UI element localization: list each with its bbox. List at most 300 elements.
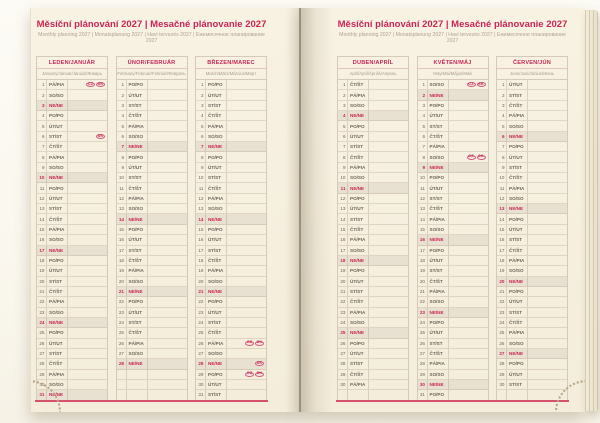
notes-cell: [148, 225, 187, 234]
day-row: [117, 246, 187, 256]
month-table-cerven: [496, 56, 568, 401]
notes-cell: [227, 214, 266, 223]
notes-cell: [68, 225, 107, 234]
notes-cell: [369, 204, 408, 213]
day-abbrev: SO/SO: [47, 380, 68, 389]
notes-cell: [528, 214, 567, 223]
day-row: [117, 235, 187, 245]
notes-cell: [68, 339, 107, 348]
day-number: 8: [196, 152, 206, 161]
day-abbrev: ČT/ŠT: [507, 101, 528, 110]
day-number: 19: [497, 266, 507, 275]
day-row: [37, 246, 107, 256]
day-abbrev: ÚT/UT: [428, 256, 449, 265]
notes-cell: [369, 132, 408, 141]
notes-cell: [227, 152, 266, 161]
day-number: 2: [37, 90, 47, 99]
day-number: 27: [418, 349, 428, 358]
day-row: [497, 142, 567, 152]
day-abbrev: PÁ/PIA: [348, 163, 369, 172]
day-row: [117, 194, 187, 204]
month-name: ČERVEN/JÚN: [497, 57, 567, 69]
day-row: [117, 266, 187, 276]
day-number: 15: [37, 225, 47, 234]
notes-cell: [528, 297, 567, 306]
day-row: [418, 142, 488, 152]
day-number: 19: [117, 266, 127, 275]
day-row: [418, 90, 488, 100]
day-abbrev: ÚT/UT: [127, 90, 148, 99]
day-abbrev: ST/ST: [206, 390, 227, 399]
holiday-badge-sk: SK: [256, 340, 263, 345]
day-number: 29: [418, 370, 428, 379]
day-row: [37, 297, 107, 307]
day-abbrev: ČT/ŠT: [348, 80, 369, 89]
day-abbrev: ČT/ŠT: [206, 111, 227, 120]
day-row: [196, 163, 266, 173]
day-abbrev: PO/PO: [47, 111, 68, 120]
day-row: [497, 214, 567, 224]
day-abbrev: PO/PO: [127, 80, 148, 89]
month-rows: [497, 80, 567, 401]
day-abbrev: PO/PO: [348, 339, 369, 348]
notes-cell: [148, 266, 187, 275]
day-abbrev: PÁ/PIA: [507, 328, 528, 337]
day-abbrev: PÁ/PIA: [206, 194, 227, 203]
day-number: 13: [196, 204, 206, 213]
notes-cell: [528, 194, 567, 203]
day-row: [196, 277, 266, 287]
notes-cell: [449, 163, 488, 172]
day-row: [117, 308, 187, 318]
day-row: [418, 163, 488, 173]
day-row: [196, 287, 266, 297]
day-number: 20: [117, 277, 127, 286]
day-row: [338, 235, 408, 245]
day-number: 11: [338, 183, 348, 192]
day-number: 10: [196, 173, 206, 182]
day-abbrev: PÁ/PIA: [507, 183, 528, 192]
day-abbrev: NE/NE: [206, 214, 227, 223]
notes-cell: [148, 390, 187, 399]
holiday-badge-cz: CZ: [87, 81, 94, 86]
day-abbrev: ÚT/UT: [127, 163, 148, 172]
day-number: [497, 390, 507, 399]
day-number: 14: [497, 214, 507, 223]
month-translations: March/März/Március/Март: [196, 69, 266, 80]
day-abbrev: ÚT/UT: [348, 349, 369, 358]
day-number: 6: [196, 132, 206, 141]
day-number: 20: [196, 277, 206, 286]
day-abbrev: ČT/ŠT: [428, 132, 449, 141]
day-abbrev: PÁ/PIA: [348, 308, 369, 317]
day-number: [117, 370, 127, 379]
day-row: [196, 266, 266, 276]
day-number: 15: [117, 225, 127, 234]
day-row: [196, 318, 266, 328]
day-row: [497, 121, 567, 131]
notes-cell: [528, 225, 567, 234]
month-rows: [117, 80, 187, 401]
day-number: 9: [338, 163, 348, 172]
day-abbrev: NE/NE: [206, 359, 227, 368]
day-abbrev: ÚT/UT: [507, 80, 528, 89]
day-abbrev: SO/SO: [507, 121, 528, 130]
day-row: [37, 339, 107, 349]
notes-cell: [369, 287, 408, 296]
notes-cell: [68, 390, 107, 399]
notes-cell: [449, 111, 488, 120]
day-row: [37, 173, 107, 183]
notes-cell: [68, 142, 107, 151]
day-abbrev: NE/NE: [206, 287, 227, 296]
day-number: 16: [196, 235, 206, 244]
notes-cell: [449, 142, 488, 151]
day-row: [418, 80, 488, 90]
notes-cell: [68, 246, 107, 255]
day-row: [497, 256, 567, 266]
day-number: 28: [117, 359, 127, 368]
day-abbrev: ÚT/UT: [127, 235, 148, 244]
notes-cell: [369, 194, 408, 203]
day-row: [418, 359, 488, 369]
bottom-rule: [35, 400, 268, 402]
notes-cell: [148, 308, 187, 317]
day-number: 7: [497, 142, 507, 151]
page-title: Měsíční plánování 2027 | Mesačné plánovanie 2027: [36, 19, 267, 30]
day-abbrev: SO/SO: [348, 173, 369, 182]
day-number: 5: [338, 121, 348, 130]
day-abbrev: PO/PO: [47, 328, 68, 337]
day-row: [37, 349, 107, 359]
page-edge-stack: [585, 10, 598, 411]
day-row: [37, 235, 107, 245]
day-abbrev: NE/NE: [428, 163, 449, 172]
notes-cell: [68, 297, 107, 306]
day-number: 2: [117, 90, 127, 99]
day-number: 24: [497, 318, 507, 327]
day-number: 6: [418, 132, 428, 141]
day-row: [117, 163, 187, 173]
day-row: [37, 287, 107, 297]
day-row: [338, 183, 408, 193]
day-abbrev: PO/PO: [206, 370, 227, 379]
day-row: [418, 318, 488, 328]
day-row: [196, 152, 266, 162]
day-row: [497, 318, 567, 328]
day-number: 21: [497, 287, 507, 296]
day-number: 18: [418, 256, 428, 265]
day-row: [196, 359, 266, 369]
day-number: 17: [418, 246, 428, 255]
notes-cell: [68, 277, 107, 286]
day-abbrev: [348, 390, 369, 399]
day-abbrev: ST/ST: [507, 380, 528, 389]
notes-cell: [449, 235, 488, 244]
day-row: [497, 308, 567, 318]
day-number: 28: [37, 359, 47, 368]
day-number: 23: [196, 308, 206, 317]
notes-cell: [369, 225, 408, 234]
notes-cell: [148, 359, 187, 368]
notes-cell: [68, 349, 107, 358]
notes-cell: [227, 183, 266, 192]
day-row: [338, 204, 408, 214]
day-number: 8: [418, 152, 428, 161]
day-row: [338, 370, 408, 380]
day-row: [338, 132, 408, 142]
day-abbrev: ST/ST: [127, 101, 148, 110]
day-abbrev: PO/PO: [127, 152, 148, 161]
spine-gutter-line: [299, 8, 301, 412]
day-number: 4: [196, 111, 206, 120]
day-row: [196, 194, 266, 204]
left-months: [36, 56, 267, 401]
day-row: [497, 370, 567, 380]
day-abbrev: PO/PO: [348, 121, 369, 130]
notes-cell: [68, 173, 107, 182]
day-abbrev: ST/ST: [127, 318, 148, 327]
notes-cell: [528, 132, 567, 141]
day-number: 18: [196, 256, 206, 265]
notes-cell: [449, 194, 488, 203]
day-row: [338, 101, 408, 111]
day-abbrev: SO/SO: [47, 163, 68, 172]
day-abbrev: PÁ/PIA: [206, 339, 227, 348]
day-row: [37, 225, 107, 235]
notes-cell: [449, 328, 488, 337]
day-abbrev: [507, 390, 528, 399]
notes-cell: [449, 359, 488, 368]
day-number: 12: [497, 194, 507, 203]
notes-cell: [449, 183, 488, 192]
notes-cell: [227, 235, 266, 244]
day-number: 3: [338, 101, 348, 110]
day-abbrev: SO/SO: [348, 101, 369, 110]
day-number: 23: [418, 308, 428, 317]
day-abbrev: ST/ST: [127, 173, 148, 182]
day-number: 1: [37, 80, 47, 89]
day-abbrev: PÁ/PIA: [507, 256, 528, 265]
notes-cell: [449, 277, 488, 286]
day-number: 4: [497, 111, 507, 120]
day-row: [418, 173, 488, 183]
day-number: 6: [497, 132, 507, 141]
month-table-unor: [116, 56, 188, 401]
notes-cell: [449, 173, 488, 182]
day-number: 7: [418, 142, 428, 151]
notes-cell: [148, 111, 187, 120]
day-abbrev: ČT/ŠT: [47, 359, 68, 368]
notes-cell: [148, 152, 187, 161]
notes-cell: [528, 277, 567, 286]
day-row: [117, 287, 187, 297]
holiday-badge-cz: CZ: [468, 81, 474, 86]
day-number: 2: [196, 90, 206, 99]
day-number: 12: [117, 194, 127, 203]
day-row: [418, 194, 488, 204]
day-row: [338, 121, 408, 131]
day-row: [37, 266, 107, 276]
day-row: [37, 121, 107, 131]
month-rows: [418, 80, 488, 401]
day-number: 29: [338, 370, 348, 379]
day-number: 23: [497, 308, 507, 317]
day-row: [37, 359, 107, 369]
notes-cell: [68, 256, 107, 265]
day-abbrev: ÚT/UT: [47, 266, 68, 275]
day-row: [196, 256, 266, 266]
day-abbrev: SO/SO: [127, 132, 148, 141]
day-abbrev: ST/ST: [127, 246, 148, 255]
day-number: 7: [117, 142, 127, 151]
notes-cell: [148, 256, 187, 265]
notes-cell: [227, 121, 266, 130]
day-number: 4: [37, 111, 47, 120]
day-row: [497, 204, 567, 214]
day-number: 4: [418, 111, 428, 120]
notes-cell: [227, 111, 266, 120]
day-number: 28: [338, 359, 348, 368]
day-abbrev: NE/NE: [507, 349, 528, 358]
notes-cell: [369, 142, 408, 151]
holiday-badge-cz: CZ: [468, 154, 474, 159]
day-number: 3: [497, 101, 507, 110]
day-row: [497, 101, 567, 111]
day-row: [497, 328, 567, 338]
day-row: [196, 204, 266, 214]
notes-cell: [148, 214, 187, 223]
day-number: 16: [37, 235, 47, 244]
day-number: 24: [196, 318, 206, 327]
day-number: 21: [196, 287, 206, 296]
notes-cell: [369, 277, 408, 286]
day-abbrev: SO/SO: [428, 152, 449, 161]
day-number: 12: [37, 194, 47, 203]
notes-cell: [68, 121, 107, 130]
day-row: [196, 370, 266, 380]
day-abbrev: ÚT/UT: [206, 163, 227, 172]
day-abbrev: NE/NE: [127, 359, 148, 368]
day-row: [196, 339, 266, 349]
day-number: 16: [497, 235, 507, 244]
day-abbrev: NE/NE: [47, 318, 68, 327]
day-number: 23: [117, 308, 127, 317]
notes-cell: [227, 225, 266, 234]
day-row: [196, 328, 266, 338]
notes-cell: [528, 246, 567, 255]
day-row: [338, 246, 408, 256]
day-abbrev: PO/PO: [428, 390, 449, 399]
day-row: [117, 90, 187, 100]
day-number: 28: [418, 359, 428, 368]
notes-cell: [449, 121, 488, 130]
notes-cell: [148, 246, 187, 255]
notes-cell: [148, 173, 187, 182]
notes-cell: [528, 339, 567, 348]
notes-cell: [449, 256, 488, 265]
notes-cell: [369, 101, 408, 110]
day-abbrev: SO/SO: [428, 225, 449, 234]
day-number: 12: [196, 194, 206, 203]
day-row: [418, 277, 488, 287]
notes-cell: [528, 183, 567, 192]
notes-cell: [369, 256, 408, 265]
day-row: [338, 266, 408, 276]
day-abbrev: NE/NE: [47, 173, 68, 182]
day-number: 29: [497, 370, 507, 379]
day-abbrev: ST/ST: [206, 246, 227, 255]
notes-cell: [227, 349, 266, 358]
notes-cell: [369, 163, 408, 172]
day-abbrev: ČT/ŠT: [206, 183, 227, 192]
notes-cell: [369, 121, 408, 130]
day-number: 25: [338, 328, 348, 337]
day-number: 27: [117, 349, 127, 358]
day-number: 14: [37, 214, 47, 223]
day-abbrev: ČT/ŠT: [507, 318, 528, 327]
day-row: [117, 121, 187, 131]
day-number: 4: [338, 111, 348, 120]
day-row: [338, 349, 408, 359]
day-row: [418, 370, 488, 380]
notes-cell: [227, 194, 266, 203]
day-row: [196, 101, 266, 111]
notes-cell: [528, 349, 567, 358]
day-number: 20: [418, 277, 428, 286]
day-row: [117, 349, 187, 359]
day-number: 5: [37, 121, 47, 130]
month-table-leden: [36, 56, 108, 401]
day-abbrev: PO/PO: [47, 256, 68, 265]
day-abbrev: PÁ/PIA: [47, 225, 68, 234]
day-abbrev: ST/ST: [348, 214, 369, 223]
notes-cell: [227, 132, 266, 141]
day-row: [117, 173, 187, 183]
right-months: [337, 56, 568, 401]
day-row: [196, 214, 266, 224]
day-row: [497, 339, 567, 349]
day-abbrev: ČT/ŠT: [127, 328, 148, 337]
day-row: [418, 111, 488, 121]
notes-cell: [369, 297, 408, 306]
day-abbrev: ČT/ŠT: [206, 256, 227, 265]
day-number: 21: [338, 287, 348, 296]
page-title: Měsíční plánování 2027 | Mesačné plánovanie 2027: [337, 19, 568, 30]
notes-cell: [68, 318, 107, 327]
day-row: [117, 101, 187, 111]
day-abbrev: ST/ST: [507, 163, 528, 172]
notes-cell: [449, 101, 488, 110]
notes-cell: [449, 380, 488, 389]
day-abbrev: ČT/ŠT: [348, 225, 369, 234]
day-abbrev: ÚT/UT: [47, 194, 68, 203]
day-row: [418, 328, 488, 338]
holiday-badge-cz: CZ: [246, 340, 253, 345]
day-row: [497, 183, 567, 193]
notes-cell: [68, 266, 107, 275]
notes-cell: [68, 370, 107, 379]
day-number: 30: [196, 380, 206, 389]
day-abbrev: PÁ/PIA: [428, 142, 449, 151]
day-number: 11: [117, 183, 127, 192]
day-number: 30: [497, 380, 507, 389]
day-abbrev: SO/SO: [127, 349, 148, 358]
day-number: 11: [418, 183, 428, 192]
notes-cell: [68, 152, 107, 161]
notes-cell: [148, 380, 187, 389]
day-row: [497, 132, 567, 142]
